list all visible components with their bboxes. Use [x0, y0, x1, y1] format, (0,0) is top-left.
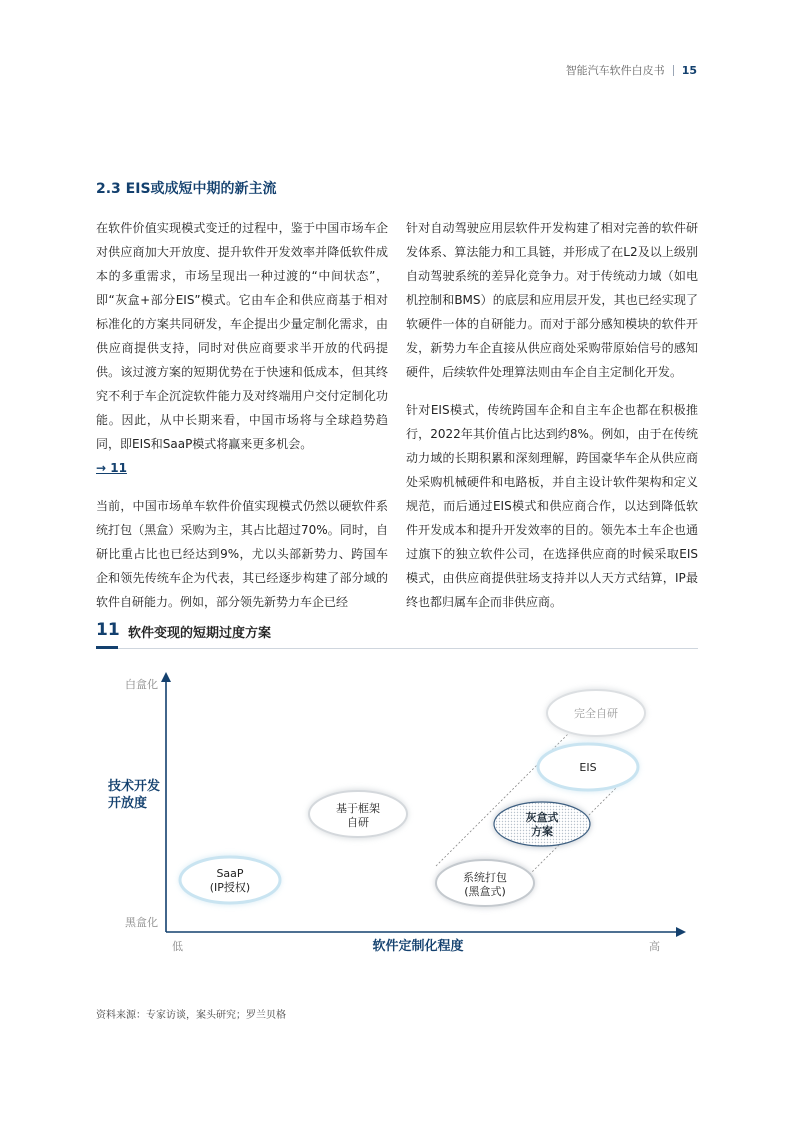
node-saap-line2: (IP授权)	[209, 881, 251, 894]
node-eis	[537, 742, 639, 792]
node-system-package	[435, 858, 535, 908]
transition-diagram	[96, 664, 698, 964]
node-full-selfdev	[546, 688, 646, 738]
node-graybox-line2: 方案	[531, 825, 553, 838]
left-paragraph-2: 当前，中国市场单车软件价值实现模式仍然以硬软件系统打包（黑盒）采购为主，其占比超过70%。同时，自研比重占比也已经达到9%，尤以头部新势力、跨国车企和领先传统车企为代表，其已经逐步构建了部分域的软件自研能力。例如，部分领先新势力车企已经	[96, 499, 388, 609]
left-paragraph-1: 在软件价值实现模式变迁的过程中，鉴于中国市场车企对供应商加大开放度、提升软件开发效率并降低软件成本的多重需求，市场呈现出一种过渡的“中间状态”，即“灰盒+部分EIS”模式。它由车企和供应商基于相对标准化的方案共同研发，车企提出少量定制化需求，由供应商提供支持，同时对供应商要求半开放的代码提供。该过渡方案的短期优势在于快速和低成本，但其终究不利于车企沉淀软件能力及对终端用户交付定制化功能。因此，从中长期来看，中国市场将与全球趋势趋同，即EIS和SaaP模式将赢来更多机会。	[96, 221, 388, 451]
y-axis-bottom-label: 黑盒化	[125, 916, 158, 929]
figure-number: 11	[96, 620, 118, 649]
x-axis-left-label: 低	[172, 940, 183, 953]
y-axis-top-label: 白盒化	[125, 678, 158, 691]
figure-header	[96, 620, 698, 649]
section-title: 2.3 EIS或成短中期的新主流	[96, 181, 277, 197]
node-saap-line1: SaaP	[216, 867, 244, 880]
node-full-selfdev-label: 完全自研	[574, 707, 618, 720]
node-eis-label: EIS	[579, 761, 597, 774]
node-system-package-line2: (黑盒式)	[464, 885, 506, 898]
source-note: 资料来源：专家访谈，案头研究；罗兰贝格	[96, 1010, 286, 1021]
node-saap	[179, 855, 281, 905]
node-system-package-line1: 系统打包	[463, 871, 507, 884]
header-divider	[673, 65, 674, 76]
figure-title: 软件变现的短期过度方案	[128, 626, 272, 641]
left-column	[96, 216, 388, 614]
figure-reference-link[interactable]: → 11	[96, 461, 127, 475]
node-framework-selfdev	[308, 789, 408, 839]
y-axis-title-line1: 技术开发	[108, 779, 161, 794]
y-axis-title-line2: 开放度	[108, 796, 148, 811]
page-header	[566, 62, 697, 78]
header-title: 智能汽车软件白皮书	[565, 64, 665, 77]
right-paragraph-1: 针对自动驾驶应用层软件开发构建了相对完善的软件研发体系、算法能力和工具链，并形成了在L2及以上级别自动驾驶系统的差异化竞争力。对于传统动力域（如电机控制和BMS）的底层和应用层开发，其也已经实现了软硬件一体的自研能力。而对于部分感知模块的软件开发，新势力车企直接从供应商处采购带原始信号的感知硬件，后续软件处理算法则由车企自主定制化开发。	[406, 221, 698, 379]
node-framework-line1: 基于框架	[336, 802, 380, 815]
right-paragraph-2: 针对EIS模式，传统跨国车企和自主车企也都在积极推行，2022年其价值占比达到约8%。例如，由于在传统动力域的长期积累和深刻理解，跨国豪华车企从供应商处采购机械硬件和电路板，并自主设计软件架构和定义规范，而后通过EIS模式和供应商合作，以达到降低软件开发成本和提升开发效率的目的。领先本土车企也通过旗下的独立软件公司，在选择供应商的时候采取EIS模式，由供应商提供驻场支持并以人天方式结算，IP最终也都归属车企而非供应商。	[406, 403, 698, 609]
node-graybox	[493, 800, 591, 848]
right-column	[406, 216, 698, 614]
x-axis-title: 软件定制化程度	[372, 939, 464, 954]
x-axis-right-label: 高	[649, 940, 660, 953]
node-framework-line2: 自研	[347, 816, 369, 829]
node-graybox-line1: 灰盒式	[525, 811, 559, 824]
page-number: 15	[681, 63, 697, 77]
